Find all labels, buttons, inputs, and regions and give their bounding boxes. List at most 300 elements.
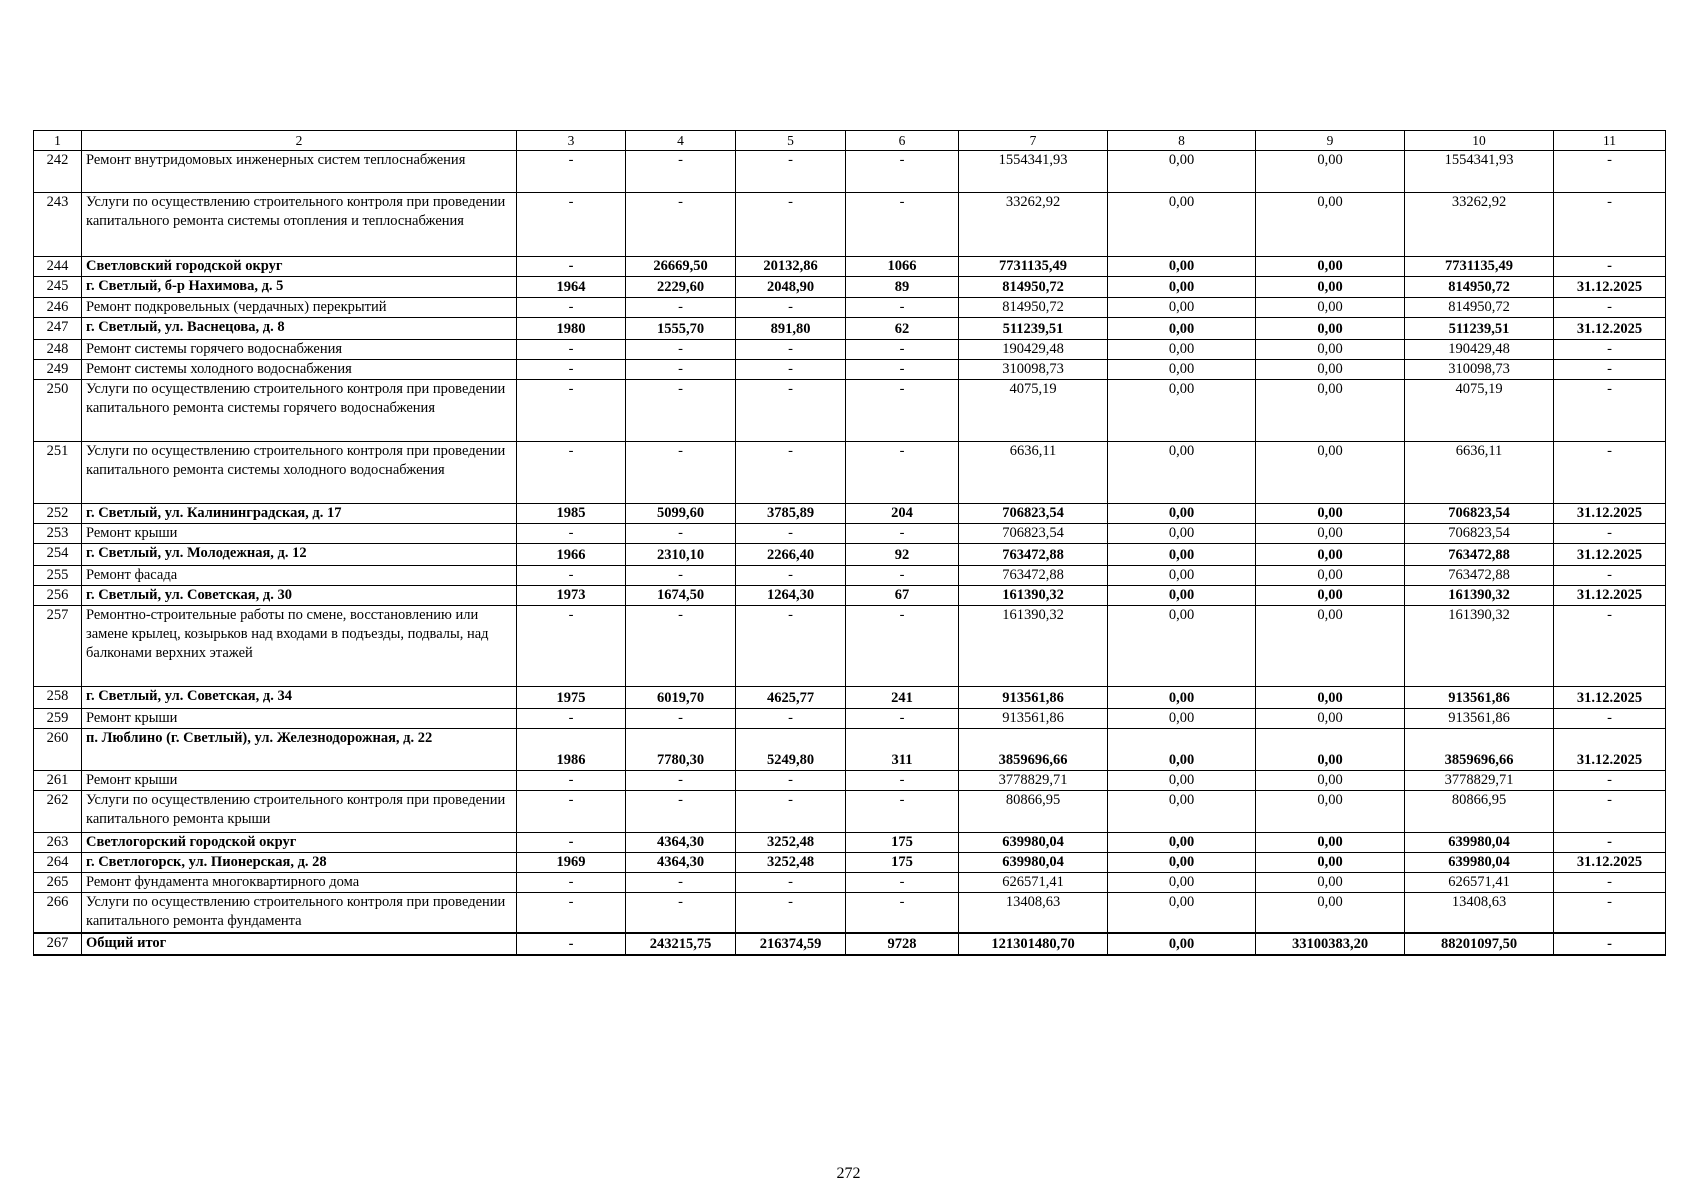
column-number-cell: 3 <box>517 131 626 151</box>
row-value-cell: - <box>736 791 846 833</box>
row-value-cell: - <box>846 360 959 380</box>
row-number-cell: 244 <box>34 257 82 277</box>
table-row-work <box>34 340 1666 360</box>
row-value-cell: - <box>626 193 736 257</box>
row-value-cell: 0,00 <box>1108 360 1256 380</box>
row-value-cell: 0,00 <box>1108 933 1256 955</box>
row-value-cell: - <box>517 566 626 586</box>
row-value-cell: 0,00 <box>1108 873 1256 893</box>
row-value-cell: - <box>846 893 959 933</box>
row-value-cell: - <box>517 193 626 257</box>
row-value-cell: - <box>736 340 846 360</box>
row-value-cell: 6636,11 <box>959 442 1108 504</box>
row-name-cell: г. Светлый, ул. Советская, д. 30 <box>82 586 517 606</box>
table-row-address <box>34 544 1666 566</box>
row-value-cell: - <box>517 933 626 955</box>
row-value-cell: - <box>517 771 626 791</box>
row-name-cell: Ремонт крыши <box>82 771 517 791</box>
row-value-cell: 26669,50 <box>626 257 736 277</box>
row-value-cell: 763472,88 <box>1405 544 1554 566</box>
row-value-cell: 6636,11 <box>1405 442 1554 504</box>
row-value-cell: 175 <box>846 833 959 853</box>
row-value-cell: 0,00 <box>1256 544 1405 566</box>
row-value-cell: 0,00 <box>1108 544 1256 566</box>
row-value-cell: - <box>736 360 846 380</box>
row-number-cell: 264 <box>34 853 82 873</box>
table-row-work <box>34 606 1666 687</box>
row-value-cell: 31.12.2025 <box>1554 504 1666 524</box>
row-value-cell: 626571,41 <box>959 873 1108 893</box>
table-row-address <box>34 729 1666 771</box>
row-value-cell: 13408,63 <box>1405 893 1554 933</box>
row-value-cell: - <box>846 873 959 893</box>
row-value-cell: - <box>626 151 736 193</box>
table-row-work <box>34 380 1666 442</box>
row-value-cell: 706823,54 <box>1405 504 1554 524</box>
row-value-cell: - <box>626 566 736 586</box>
row-value-cell: 0,00 <box>1256 298 1405 318</box>
row-value-cell: 763472,88 <box>1405 566 1554 586</box>
row-name-cell: г. Светлый, ул. Васнецова, д. 8 <box>82 318 517 340</box>
row-value-cell: 1674,50 <box>626 586 736 606</box>
row-value-cell: - <box>736 873 846 893</box>
row-value-cell: 190429,48 <box>1405 340 1554 360</box>
row-value-cell: - <box>1554 340 1666 360</box>
row-name-cell: г. Светлый, ул. Калининградская, д. 17 <box>82 504 517 524</box>
row-value-cell: 0,00 <box>1256 606 1405 687</box>
row-value-cell: 913561,86 <box>959 687 1108 709</box>
row-value-cell: 1969 <box>517 853 626 873</box>
row-value-cell: 6019,70 <box>626 687 736 709</box>
row-value-cell: 1986 <box>517 729 626 771</box>
row-value-cell: 913561,86 <box>959 709 1108 729</box>
row-value-cell: - <box>626 442 736 504</box>
row-value-cell: - <box>846 442 959 504</box>
row-value-cell: 311 <box>846 729 959 771</box>
row-value-cell: - <box>1554 442 1666 504</box>
table-row-work <box>34 442 1666 504</box>
row-value-cell: 891,80 <box>736 318 846 340</box>
row-value-cell: - <box>1554 298 1666 318</box>
row-value-cell: - <box>517 893 626 933</box>
row-value-cell: - <box>626 791 736 833</box>
row-value-cell: 511239,51 <box>1405 318 1554 340</box>
row-value-cell: 0,00 <box>1108 606 1256 687</box>
row-value-cell: 88201097,50 <box>1405 933 1554 955</box>
table-row-work <box>34 771 1666 791</box>
page-number: 272 <box>836 1165 861 1182</box>
row-number-cell: 265 <box>34 873 82 893</box>
row-value-cell: 2310,10 <box>626 544 736 566</box>
row-value-cell: - <box>846 566 959 586</box>
table-row-address <box>34 257 1666 277</box>
row-value-cell: 814950,72 <box>1405 277 1554 298</box>
row-value-cell: 0,00 <box>1256 709 1405 729</box>
row-value-cell: 0,00 <box>1256 586 1405 606</box>
row-value-cell: 0,00 <box>1108 193 1256 257</box>
row-number-cell: 246 <box>34 298 82 318</box>
row-name-cell: Ремонт внутридомовых инженерных систем теплоснабжения <box>82 151 517 193</box>
row-value-cell: 5099,60 <box>626 504 736 524</box>
row-value-cell: 0,00 <box>1108 277 1256 298</box>
table-row-work <box>34 791 1666 833</box>
table-row-work <box>34 360 1666 380</box>
row-value-cell: - <box>517 340 626 360</box>
row-name-cell: Услуги по осуществлению строительного контроля при проведении капитального ремонта системы горячего водоснабжения <box>82 380 517 442</box>
row-number-cell: 251 <box>34 442 82 504</box>
row-value-cell: - <box>846 524 959 544</box>
row-value-cell: - <box>846 151 959 193</box>
row-value-cell: 1980 <box>517 318 626 340</box>
row-name-cell: г. Светлый, ул. Молодежная, д. 12 <box>82 544 517 566</box>
row-value-cell: 7780,30 <box>626 729 736 771</box>
row-name-cell: Услуги по осуществлению строительного контроля при проведении капитального ремонта системы отопления и теплоснабжения <box>82 193 517 257</box>
row-value-cell: 0,00 <box>1108 709 1256 729</box>
row-value-cell: - <box>626 524 736 544</box>
row-number-cell: 243 <box>34 193 82 257</box>
row-value-cell: - <box>626 606 736 687</box>
row-number-cell: 250 <box>34 380 82 442</box>
row-value-cell: - <box>846 380 959 442</box>
row-number-cell: 257 <box>34 606 82 687</box>
column-number-cell: 7 <box>959 131 1108 151</box>
table-row-address <box>34 318 1666 340</box>
row-value-cell: 20132,86 <box>736 257 846 277</box>
row-value-cell: - <box>736 893 846 933</box>
row-value-cell: 204 <box>846 504 959 524</box>
row-value-cell: 31.12.2025 <box>1554 544 1666 566</box>
row-value-cell: 0,00 <box>1108 318 1256 340</box>
column-number-cell: 10 <box>1405 131 1554 151</box>
row-value-cell: 4075,19 <box>1405 380 1554 442</box>
row-name-cell: Ремонт системы холодного водоснабжения <box>82 360 517 380</box>
row-value-cell: 4364,30 <box>626 853 736 873</box>
row-name-cell: п. Люблино (г. Светлый), ул. Железнодорожная, д. 22 <box>82 729 517 771</box>
table-row-address <box>34 853 1666 873</box>
row-value-cell: 1554341,93 <box>959 151 1108 193</box>
row-value-cell: - <box>1554 257 1666 277</box>
row-value-cell: 4075,19 <box>959 380 1108 442</box>
table-row-address <box>34 504 1666 524</box>
row-value-cell: - <box>846 193 959 257</box>
row-number-cell: 262 <box>34 791 82 833</box>
column-number-cell: 2 <box>82 131 517 151</box>
row-value-cell: 241 <box>846 687 959 709</box>
row-number-cell: 260 <box>34 729 82 771</box>
row-value-cell: 3859696,66 <box>959 729 1108 771</box>
row-value-cell: 0,00 <box>1256 151 1405 193</box>
row-number-cell: 253 <box>34 524 82 544</box>
table-row-address <box>34 687 1666 709</box>
column-number-row <box>34 131 1666 151</box>
table-row-address <box>34 933 1666 955</box>
row-value-cell: 31.12.2025 <box>1554 853 1666 873</box>
table-row-work <box>34 873 1666 893</box>
row-value-cell: 62 <box>846 318 959 340</box>
row-value-cell: 814950,72 <box>959 298 1108 318</box>
row-value-cell: 0,00 <box>1256 504 1405 524</box>
column-number-cell: 8 <box>1108 131 1256 151</box>
row-name-cell: Ремонт системы горячего водоснабжения <box>82 340 517 360</box>
row-value-cell: - <box>626 771 736 791</box>
row-value-cell: 0,00 <box>1256 791 1405 833</box>
row-value-cell: - <box>1554 709 1666 729</box>
row-value-cell: - <box>736 193 846 257</box>
row-number-cell: 261 <box>34 771 82 791</box>
row-number-cell: 259 <box>34 709 82 729</box>
row-value-cell: 639980,04 <box>1405 833 1554 853</box>
row-value-cell: 31.12.2025 <box>1554 729 1666 771</box>
row-value-cell: 67 <box>846 586 959 606</box>
row-value-cell: 639980,04 <box>959 833 1108 853</box>
row-value-cell: 190429,48 <box>959 340 1108 360</box>
row-value-cell: 161390,32 <box>1405 606 1554 687</box>
row-value-cell: - <box>517 833 626 853</box>
row-value-cell: 0,00 <box>1108 893 1256 933</box>
row-value-cell: 1554341,93 <box>1405 151 1554 193</box>
row-value-cell: 0,00 <box>1256 729 1405 771</box>
column-number-cell: 11 <box>1554 131 1666 151</box>
row-value-cell: 31.12.2025 <box>1554 277 1666 298</box>
row-name-cell: Ремонт крыши <box>82 524 517 544</box>
row-value-cell: - <box>626 340 736 360</box>
row-value-cell: - <box>517 298 626 318</box>
row-value-cell: 2229,60 <box>626 277 736 298</box>
row-value-cell: - <box>517 380 626 442</box>
row-value-cell: - <box>1554 524 1666 544</box>
table-row-address <box>34 586 1666 606</box>
row-value-cell: 814950,72 <box>959 277 1108 298</box>
row-value-cell: 706823,54 <box>959 504 1108 524</box>
row-value-cell: 1973 <box>517 586 626 606</box>
row-value-cell: 0,00 <box>1108 504 1256 524</box>
row-value-cell: 1964 <box>517 277 626 298</box>
row-value-cell: 0,00 <box>1108 298 1256 318</box>
row-value-cell: 0,00 <box>1256 771 1405 791</box>
row-value-cell: - <box>736 771 846 791</box>
row-value-cell: 7731135,49 <box>1405 257 1554 277</box>
row-value-cell: 913561,86 <box>1405 709 1554 729</box>
row-value-cell: 0,00 <box>1256 687 1405 709</box>
row-value-cell: 161390,32 <box>959 586 1108 606</box>
row-value-cell: 0,00 <box>1108 729 1256 771</box>
row-value-cell: - <box>626 873 736 893</box>
row-value-cell: 0,00 <box>1108 791 1256 833</box>
row-value-cell: 0,00 <box>1108 586 1256 606</box>
row-value-cell: 1264,30 <box>736 586 846 606</box>
table-row-work <box>34 151 1666 193</box>
table-row-work <box>34 566 1666 586</box>
row-value-cell: 0,00 <box>1108 340 1256 360</box>
row-value-cell: - <box>626 380 736 442</box>
row-number-cell: 258 <box>34 687 82 709</box>
row-value-cell: 7731135,49 <box>959 257 1108 277</box>
row-value-cell: 626571,41 <box>1405 873 1554 893</box>
row-value-cell: 1966 <box>517 544 626 566</box>
row-value-cell: - <box>736 380 846 442</box>
row-value-cell: 175 <box>846 853 959 873</box>
row-value-cell: - <box>517 873 626 893</box>
row-value-cell: 31.12.2025 <box>1554 586 1666 606</box>
table-row-work <box>34 893 1666 933</box>
column-number-cell: 5 <box>736 131 846 151</box>
row-value-cell: - <box>517 151 626 193</box>
row-value-cell: - <box>517 709 626 729</box>
row-value-cell: 1066 <box>846 257 959 277</box>
row-value-cell: 639980,04 <box>1405 853 1554 873</box>
row-value-cell: - <box>626 360 736 380</box>
row-value-cell: 0,00 <box>1256 360 1405 380</box>
row-value-cell: 0,00 <box>1256 566 1405 586</box>
row-value-cell: - <box>846 606 959 687</box>
row-value-cell: - <box>517 442 626 504</box>
row-name-cell: Услуги по осуществлению строительного контроля при проведении капитального ремонта крыши <box>82 791 517 833</box>
row-value-cell: 0,00 <box>1256 524 1405 544</box>
row-number-cell: 249 <box>34 360 82 380</box>
row-value-cell: 3252,48 <box>736 833 846 853</box>
row-value-cell: - <box>846 791 959 833</box>
row-value-cell: - <box>1554 566 1666 586</box>
row-value-cell: - <box>736 442 846 504</box>
row-value-cell: 4364,30 <box>626 833 736 853</box>
row-value-cell: - <box>846 709 959 729</box>
row-value-cell: 3252,48 <box>736 853 846 873</box>
row-value-cell: 243215,75 <box>626 933 736 955</box>
row-value-cell: - <box>517 360 626 380</box>
table-row-address <box>34 833 1666 853</box>
row-value-cell: 3859696,66 <box>1405 729 1554 771</box>
row-value-cell: - <box>736 709 846 729</box>
row-value-cell: 0,00 <box>1108 771 1256 791</box>
row-value-cell: - <box>1554 151 1666 193</box>
row-value-cell: 33262,92 <box>1405 193 1554 257</box>
row-value-cell: 0,00 <box>1108 380 1256 442</box>
table-row-address <box>34 277 1666 298</box>
table-row-work <box>34 524 1666 544</box>
row-name-cell: Ремонт фундамента многоквартирного дома <box>82 873 517 893</box>
row-value-cell: - <box>1554 380 1666 442</box>
row-value-cell: - <box>1554 360 1666 380</box>
row-value-cell: 814950,72 <box>1405 298 1554 318</box>
row-value-cell: 161390,32 <box>959 606 1108 687</box>
row-value-cell: 0,00 <box>1108 687 1256 709</box>
row-value-cell: - <box>846 771 959 791</box>
row-value-cell: 0,00 <box>1256 380 1405 442</box>
row-value-cell: - <box>626 709 736 729</box>
row-value-cell: 0,00 <box>1256 833 1405 853</box>
row-value-cell: - <box>517 257 626 277</box>
row-value-cell: 511239,51 <box>959 318 1108 340</box>
row-value-cell: 121301480,70 <box>959 933 1108 955</box>
row-value-cell: 1555,70 <box>626 318 736 340</box>
row-value-cell: - <box>736 151 846 193</box>
row-value-cell: - <box>736 298 846 318</box>
row-value-cell: - <box>626 893 736 933</box>
row-value-cell: 3785,89 <box>736 504 846 524</box>
row-value-cell: 3778829,71 <box>1405 771 1554 791</box>
row-value-cell: 4625,77 <box>736 687 846 709</box>
row-name-cell: Ремонтно-строительные работы по смене, восстановлению или замене крылец, козырьков над входами в подъезды, подвалы, над балконами верхних этажей <box>82 606 517 687</box>
row-value-cell: 0,00 <box>1256 257 1405 277</box>
row-value-cell: - <box>1554 893 1666 933</box>
row-number-cell: 248 <box>34 340 82 360</box>
row-value-cell: 310098,73 <box>1405 360 1554 380</box>
row-value-cell: 31.12.2025 <box>1554 687 1666 709</box>
row-value-cell: 89 <box>846 277 959 298</box>
row-value-cell: 33100383,20 <box>1256 933 1405 955</box>
row-value-cell: 33262,92 <box>959 193 1108 257</box>
row-value-cell: 0,00 <box>1108 524 1256 544</box>
row-value-cell: 0,00 <box>1108 257 1256 277</box>
row-name-cell: г. Светлый, б-р Нахимова, д. 5 <box>82 277 517 298</box>
row-value-cell: 706823,54 <box>1405 524 1554 544</box>
row-value-cell: - <box>736 566 846 586</box>
row-value-cell: 0,00 <box>1256 318 1405 340</box>
row-value-cell: - <box>517 524 626 544</box>
row-value-cell: 0,00 <box>1256 853 1405 873</box>
row-value-cell: 0,00 <box>1108 853 1256 873</box>
row-value-cell: 310098,73 <box>959 360 1108 380</box>
repair-program-table <box>33 130 1666 956</box>
row-number-cell: 255 <box>34 566 82 586</box>
table-row-work <box>34 709 1666 729</box>
row-name-cell: Светловский городской округ <box>82 257 517 277</box>
row-value-cell: 0,00 <box>1256 893 1405 933</box>
row-number-cell: 256 <box>34 586 82 606</box>
row-number-cell: 247 <box>34 318 82 340</box>
row-name-cell: Ремонт крыши <box>82 709 517 729</box>
row-value-cell: - <box>1554 193 1666 257</box>
row-value-cell: - <box>626 298 736 318</box>
row-value-cell: 92 <box>846 544 959 566</box>
row-value-cell: - <box>1554 873 1666 893</box>
row-value-cell: - <box>736 606 846 687</box>
row-value-cell: 0,00 <box>1108 566 1256 586</box>
row-number-cell: 242 <box>34 151 82 193</box>
row-name-cell: Услуги по осуществлению строительного контроля при проведении капитального ремонта фундамента <box>82 893 517 933</box>
row-value-cell: - <box>1554 933 1666 955</box>
row-value-cell: - <box>736 524 846 544</box>
row-value-cell: 5249,80 <box>736 729 846 771</box>
row-value-cell: 0,00 <box>1256 442 1405 504</box>
row-value-cell: 80866,95 <box>1405 791 1554 833</box>
row-name-cell: Ремонт фасада <box>82 566 517 586</box>
row-value-cell: 1975 <box>517 687 626 709</box>
row-value-cell: 913561,86 <box>1405 687 1554 709</box>
row-value-cell: 0,00 <box>1108 442 1256 504</box>
row-value-cell: 2048,90 <box>736 277 846 298</box>
row-number-cell: 254 <box>34 544 82 566</box>
row-value-cell: 161390,32 <box>1405 586 1554 606</box>
row-value-cell: 0,00 <box>1256 193 1405 257</box>
row-value-cell: - <box>1554 833 1666 853</box>
column-number-cell: 1 <box>34 131 82 151</box>
row-number-cell: 266 <box>34 893 82 933</box>
row-value-cell: 13408,63 <box>959 893 1108 933</box>
row-name-cell: г. Светлогорск, ул. Пионерская, д. 28 <box>82 853 517 873</box>
row-value-cell: - <box>846 298 959 318</box>
row-value-cell: 763472,88 <box>959 544 1108 566</box>
row-value-cell: 3778829,71 <box>959 771 1108 791</box>
table-row-work <box>34 298 1666 318</box>
row-value-cell: 0,00 <box>1108 833 1256 853</box>
row-value-cell: 706823,54 <box>959 524 1108 544</box>
row-value-cell: - <box>517 791 626 833</box>
row-value-cell: 0,00 <box>1256 340 1405 360</box>
row-value-cell: - <box>517 606 626 687</box>
row-value-cell: 0,00 <box>1256 277 1405 298</box>
row-value-cell: - <box>1554 791 1666 833</box>
